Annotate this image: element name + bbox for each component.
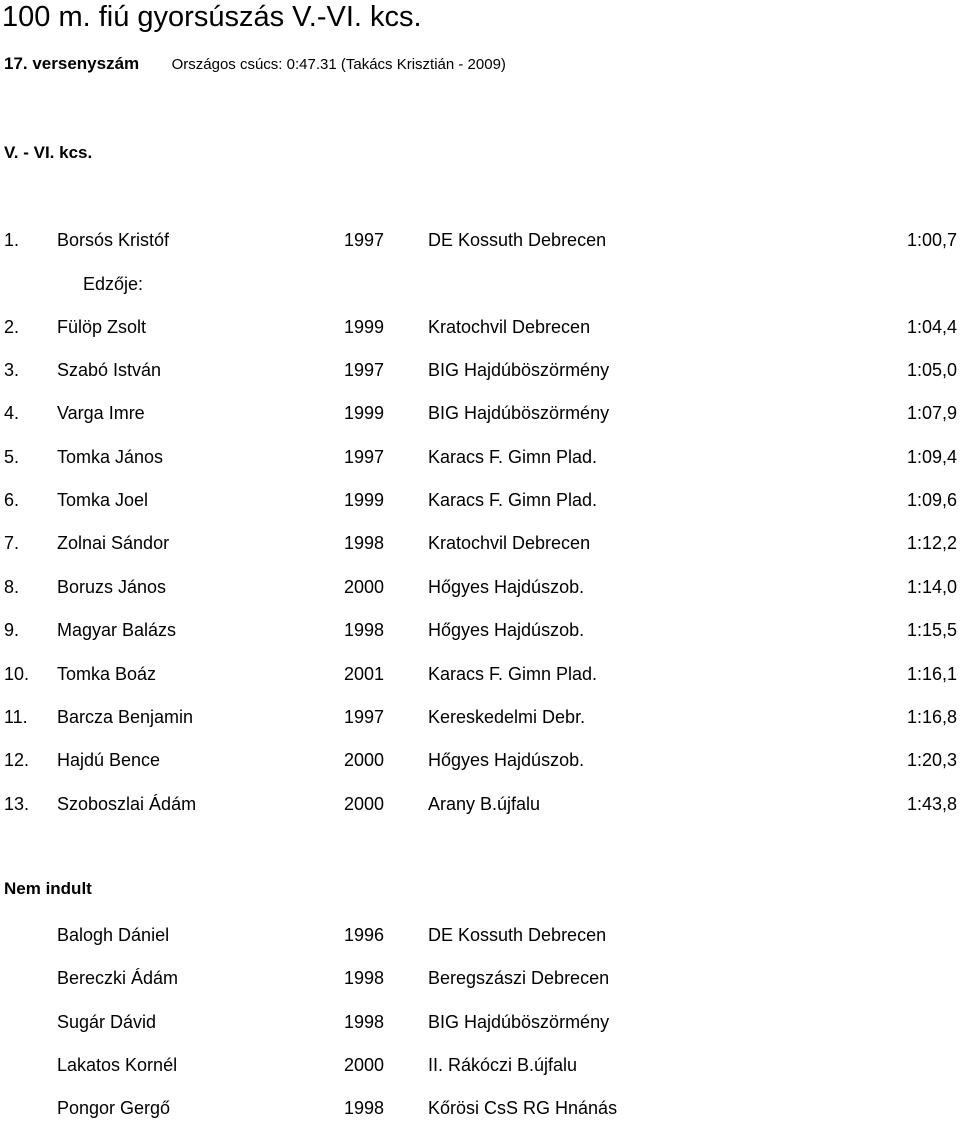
- swimmer-name: Zolnai Sándor: [57, 533, 170, 553]
- birth-year: 1998: [344, 620, 385, 640]
- birth-year: 1999: [344, 317, 385, 337]
- time: 1:09,6: [906, 490, 957, 510]
- rank: 2.: [4, 317, 20, 337]
- swimmer-name: Tomka János: [57, 447, 164, 467]
- birth-year: 1997: [344, 230, 385, 250]
- birth-year: 1996: [344, 925, 385, 945]
- rank: 10.: [4, 664, 30, 684]
- rank: 12.: [4, 750, 30, 770]
- birth-year: 1998: [344, 1012, 385, 1032]
- result-row: [0, 792, 960, 816]
- result-row: [0, 401, 960, 425]
- birth-year: 2000: [344, 750, 385, 770]
- club: II. Rákóczi B.újfalu: [428, 1055, 578, 1075]
- birth-year: 1998: [344, 1098, 385, 1118]
- club: Karacs F. Gimn Plad.: [428, 490, 598, 510]
- not-started-row: [0, 1096, 960, 1120]
- club: Kőrösi CsS RG Hnánás: [428, 1098, 618, 1118]
- club: DE Kossuth Debrecen: [428, 230, 607, 250]
- birth-year: 2000: [344, 1055, 385, 1075]
- swimmer-name: Fülöp Zsolt: [57, 317, 147, 337]
- result-row: [0, 705, 960, 729]
- club: Hőgyes Hajdúszob.: [428, 750, 585, 770]
- swimmer-name: Borsós Kristóf: [57, 230, 170, 250]
- event-number: 17. versenyszám: [4, 54, 140, 73]
- swimmer-name: Sugár Dávid: [57, 1012, 157, 1032]
- birth-year: 1997: [344, 360, 385, 380]
- swimmer-name: Szoboszlai Ádám: [57, 794, 197, 814]
- time: 1:16,1: [906, 664, 957, 684]
- swimmer-name: Hajdú Bence: [57, 750, 161, 770]
- rank: 4.: [4, 403, 20, 423]
- rank: 5.: [4, 447, 20, 467]
- rank: 11.: [4, 707, 28, 727]
- birth-year: 1999: [344, 403, 385, 423]
- coach-label: Edzője:: [83, 274, 144, 294]
- swimmer-name: Lakatos Kornél: [57, 1055, 178, 1075]
- rank: 8.: [4, 577, 20, 597]
- birth-year: 2001: [344, 664, 385, 684]
- age-category: V. - VI. kcs.: [4, 143, 93, 162]
- swimmer-name: Pongor Gergő: [57, 1098, 171, 1118]
- result-row: [0, 748, 960, 772]
- event-info: [4, 54, 506, 74]
- swimmer-name: Varga Imre: [57, 403, 145, 423]
- swimmer-name: Barcza Benjamin: [57, 707, 194, 727]
- swimmer-name: Boruzs János: [57, 577, 167, 597]
- time: 1:07,9: [906, 403, 957, 423]
- rank: 1.: [4, 230, 20, 250]
- birth-year: 1997: [344, 707, 385, 727]
- not-started-row: [0, 966, 960, 990]
- swimmer-name: Szabó István: [57, 360, 162, 380]
- time: 1:14,0: [906, 577, 957, 597]
- birth-year: 1998: [344, 533, 385, 553]
- not-started-row: [0, 1053, 960, 1077]
- swimmer-name: Tomka Boáz: [57, 664, 157, 684]
- time: 1:04,4: [906, 317, 957, 337]
- time: 1:16,8: [906, 707, 957, 727]
- time: 1:43,8: [906, 794, 957, 814]
- club: BIG Hajdúböszörmény: [428, 403, 610, 423]
- club: DE Kossuth Debrecen: [428, 925, 607, 945]
- swimmer-name: Balogh Dániel: [57, 925, 170, 945]
- swimmer-name: Tomka Joel: [57, 490, 149, 510]
- club: Hőgyes Hajdúszob.: [428, 620, 585, 640]
- result-row: [0, 358, 960, 382]
- rank: 9.: [4, 620, 20, 640]
- swimmer-name: Magyar Balázs: [57, 620, 177, 640]
- result-row: [0, 488, 960, 512]
- rank: 3.: [4, 360, 20, 380]
- birth-year: 1999: [344, 490, 385, 510]
- national-record: Országos csúcs: 0:47.31 (Takács Krisztián - 2009): [171, 56, 506, 73]
- birth-year: 2000: [344, 794, 385, 814]
- club: Kereskedelmi Debr.: [428, 707, 586, 727]
- birth-year: 1998: [344, 968, 385, 988]
- rank: 6.: [4, 490, 20, 510]
- result-row: [0, 228, 960, 252]
- club: Beregszászi Debrecen: [428, 968, 610, 988]
- result-row: [0, 315, 960, 339]
- page-title: 100 m. fiú gyorsúszás V.-VI. kcs.: [2, 1, 422, 33]
- time: 1:09,4: [906, 447, 957, 467]
- time: 1:05,0: [906, 360, 957, 380]
- birth-year: 1997: [344, 447, 385, 467]
- result-row: [0, 445, 960, 469]
- time: 1:00,7: [906, 230, 957, 250]
- rank: 13.: [4, 794, 30, 814]
- club: Arany B.újfalu: [428, 794, 541, 814]
- time: 1:15,5: [906, 620, 957, 640]
- club: BIG Hajdúböszörmény: [428, 360, 610, 380]
- club: Karacs F. Gimn Plad.: [428, 447, 598, 467]
- not-started-heading: Nem indult: [4, 879, 92, 898]
- result-row: [0, 618, 960, 642]
- swimmer-name: Bereczki Ádám: [57, 968, 179, 988]
- result-row: [0, 575, 960, 599]
- time: 1:12,2: [906, 533, 957, 553]
- club: Kratochvil Debrecen: [428, 317, 591, 337]
- not-started-row: [0, 1010, 960, 1034]
- club: Karacs F. Gimn Plad.: [428, 664, 598, 684]
- time: 1:20,3: [906, 750, 957, 770]
- club: BIG Hajdúböszörmény: [428, 1012, 610, 1032]
- not-started-row: [0, 923, 960, 947]
- club: Kratochvil Debrecen: [428, 533, 591, 553]
- rank: 7.: [4, 533, 20, 553]
- club: Hőgyes Hajdúszob.: [428, 577, 585, 597]
- result-row: [0, 531, 960, 555]
- result-row: [0, 662, 960, 686]
- birth-year: 2000: [344, 577, 385, 597]
